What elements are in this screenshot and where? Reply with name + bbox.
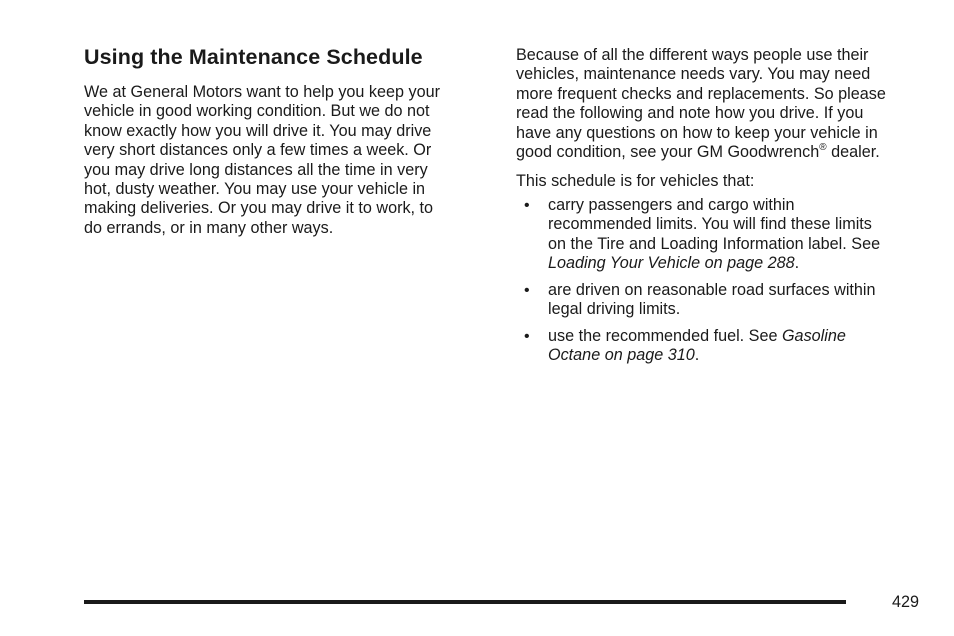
intro-line: vehicle in good working condition. But we do not	[84, 102, 430, 121]
ref-period: .	[794, 254, 800, 273]
bullet-icon: •	[524, 282, 530, 299]
intro-line: We at General Motors want to help you keep your	[84, 83, 441, 101]
page-reference-link[interactable]: Gasoline	[781, 327, 846, 345]
intro-paragraph	[84, 83, 479, 238]
list-line	[548, 346, 923, 365]
bullet-icon: •	[524, 328, 530, 345]
maintenance-needs-paragraph	[516, 46, 918, 162]
list-item-text	[548, 327, 923, 366]
paragraph-line: read the following and note how you drive. If you	[516, 104, 864, 123]
dealer-text-before: good condition, see your GM Goodwrench	[516, 143, 820, 162]
intro-line: do errands, or in many other ways.	[84, 218, 334, 237]
intro-line: very short distances only a few times a week. Or	[84, 141, 432, 160]
schedule-intro: This schedule is for vehicles that:	[516, 172, 755, 190]
paragraph-line: have any questions on how to keep your vehicle in	[516, 123, 878, 142]
intro-line: hot, dusty weather. You may use your vehicle in	[84, 180, 426, 199]
list-line: on the Tire and Loading Information label. See	[548, 234, 881, 253]
list-item-text	[548, 196, 923, 274]
list-line	[548, 327, 923, 346]
page-reference-link[interactable]: Loading Your Vehicle on page 288	[548, 254, 795, 273]
footer-rule	[84, 600, 846, 604]
list-line: legal driving limits.	[548, 300, 681, 319]
page-reference-link[interactable]: Octane on page 310	[548, 346, 695, 365]
dealer-text-after: dealer.	[826, 143, 880, 162]
list-line-text: use the recommended fuel. See	[548, 327, 782, 345]
list-line: carry passengers and cargo within	[548, 196, 795, 214]
registered-mark: ®	[819, 141, 827, 153]
section-heading: Using the Maintenance Schedule	[84, 45, 423, 69]
intro-line: making deliveries. Or you may drive it to work, to	[84, 199, 434, 218]
list-line: recommended limits. You will find these limits	[548, 215, 872, 234]
paragraph-line: more frequent checks and replacements. So please	[516, 84, 886, 103]
paragraph-line: vehicles, maintenance needs vary. You may need	[516, 65, 871, 84]
list-item-text	[548, 281, 923, 320]
list-line: are driven on reasonable road surfaces within	[548, 281, 876, 299]
list-line	[548, 254, 923, 273]
intro-line: know exactly how you will drive it. You may drive	[84, 121, 432, 140]
paragraph-line: Because of all the different ways people use their	[516, 46, 869, 64]
bullet-icon: •	[524, 197, 530, 214]
ref-period: .	[694, 346, 700, 365]
paragraph-line	[516, 143, 918, 162]
intro-line: you may drive long distances all the time in very	[84, 160, 428, 179]
page-number: 429	[891, 593, 919, 611]
